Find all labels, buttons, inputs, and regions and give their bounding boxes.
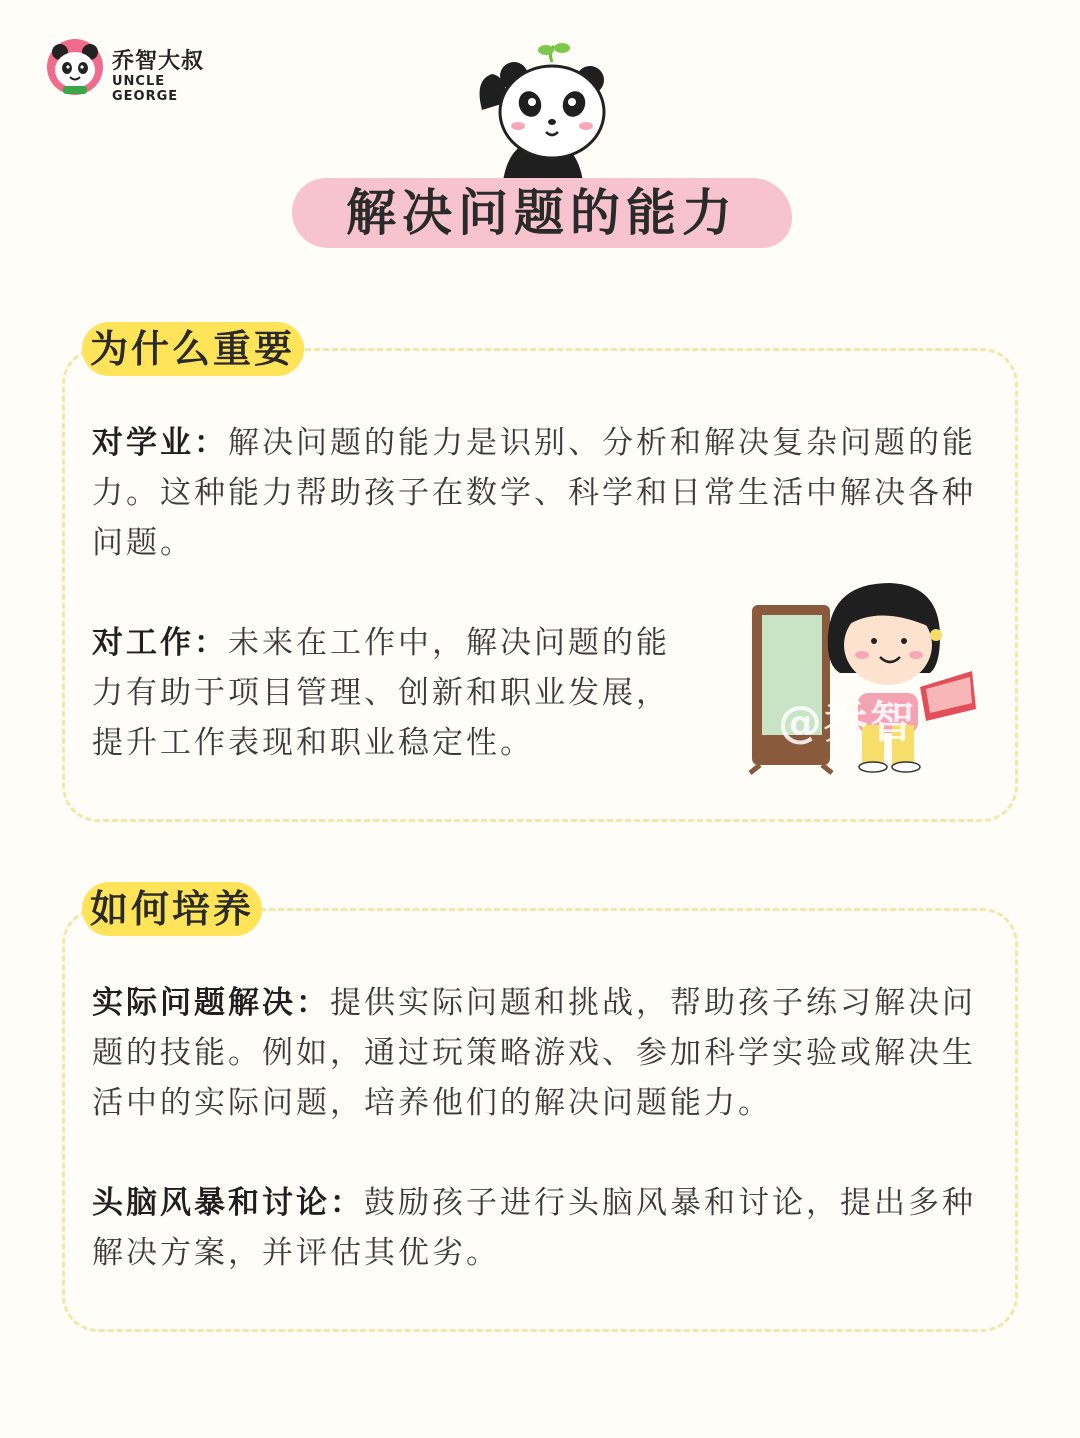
panda-avatar-icon xyxy=(46,38,104,96)
paragraph-text: 解决问题的能力是识别、分析和解决复杂问题的能力。这种能力帮助孩子在数学、科学和日常生活中解决各种问题。 xyxy=(92,425,976,561)
paragraph-label: 头脑风暴和讨论： xyxy=(92,1185,364,1221)
paragraph-text: 提供实际问题和挑战，帮助孩子练习解决问题的技能。例如，通过玩策略游戏、参加科学实验或解决生活中的实际问题，培养他们的解决问题能力。 xyxy=(92,985,976,1121)
watermark-text: @乔智 xyxy=(778,697,916,748)
panda-illustration xyxy=(462,40,622,190)
brand-name-cn: 乔智大叔 xyxy=(112,49,205,74)
brand-name-en: UNCLE GEORGE xyxy=(112,74,179,104)
paragraph-academic xyxy=(92,418,992,568)
paragraph-text: 未来在工作中，解决问题的能力有助于项目管理、创新和职业发展，提升工作表现和职业稳定性。 xyxy=(92,625,670,761)
paragraph-brainstorm xyxy=(92,1178,992,1278)
paragraph-label: 对工作： xyxy=(92,625,228,661)
page-title: 解决问题的能力 xyxy=(346,183,738,242)
paragraph-work xyxy=(92,618,702,768)
paragraph-label: 实际问题解决： xyxy=(92,985,330,1021)
section-heading-howto: 如何培养 xyxy=(90,886,255,931)
paragraph-text: 鼓励孩子进行头脑风暴和讨论，提出多种解决方案，并评估其优劣。 xyxy=(92,1185,976,1271)
section-heading-importance: 为什么重要 xyxy=(90,326,296,371)
paragraph-practical xyxy=(92,978,992,1128)
brand-logo xyxy=(46,38,226,104)
paragraph-label: 对学业： xyxy=(92,425,228,461)
